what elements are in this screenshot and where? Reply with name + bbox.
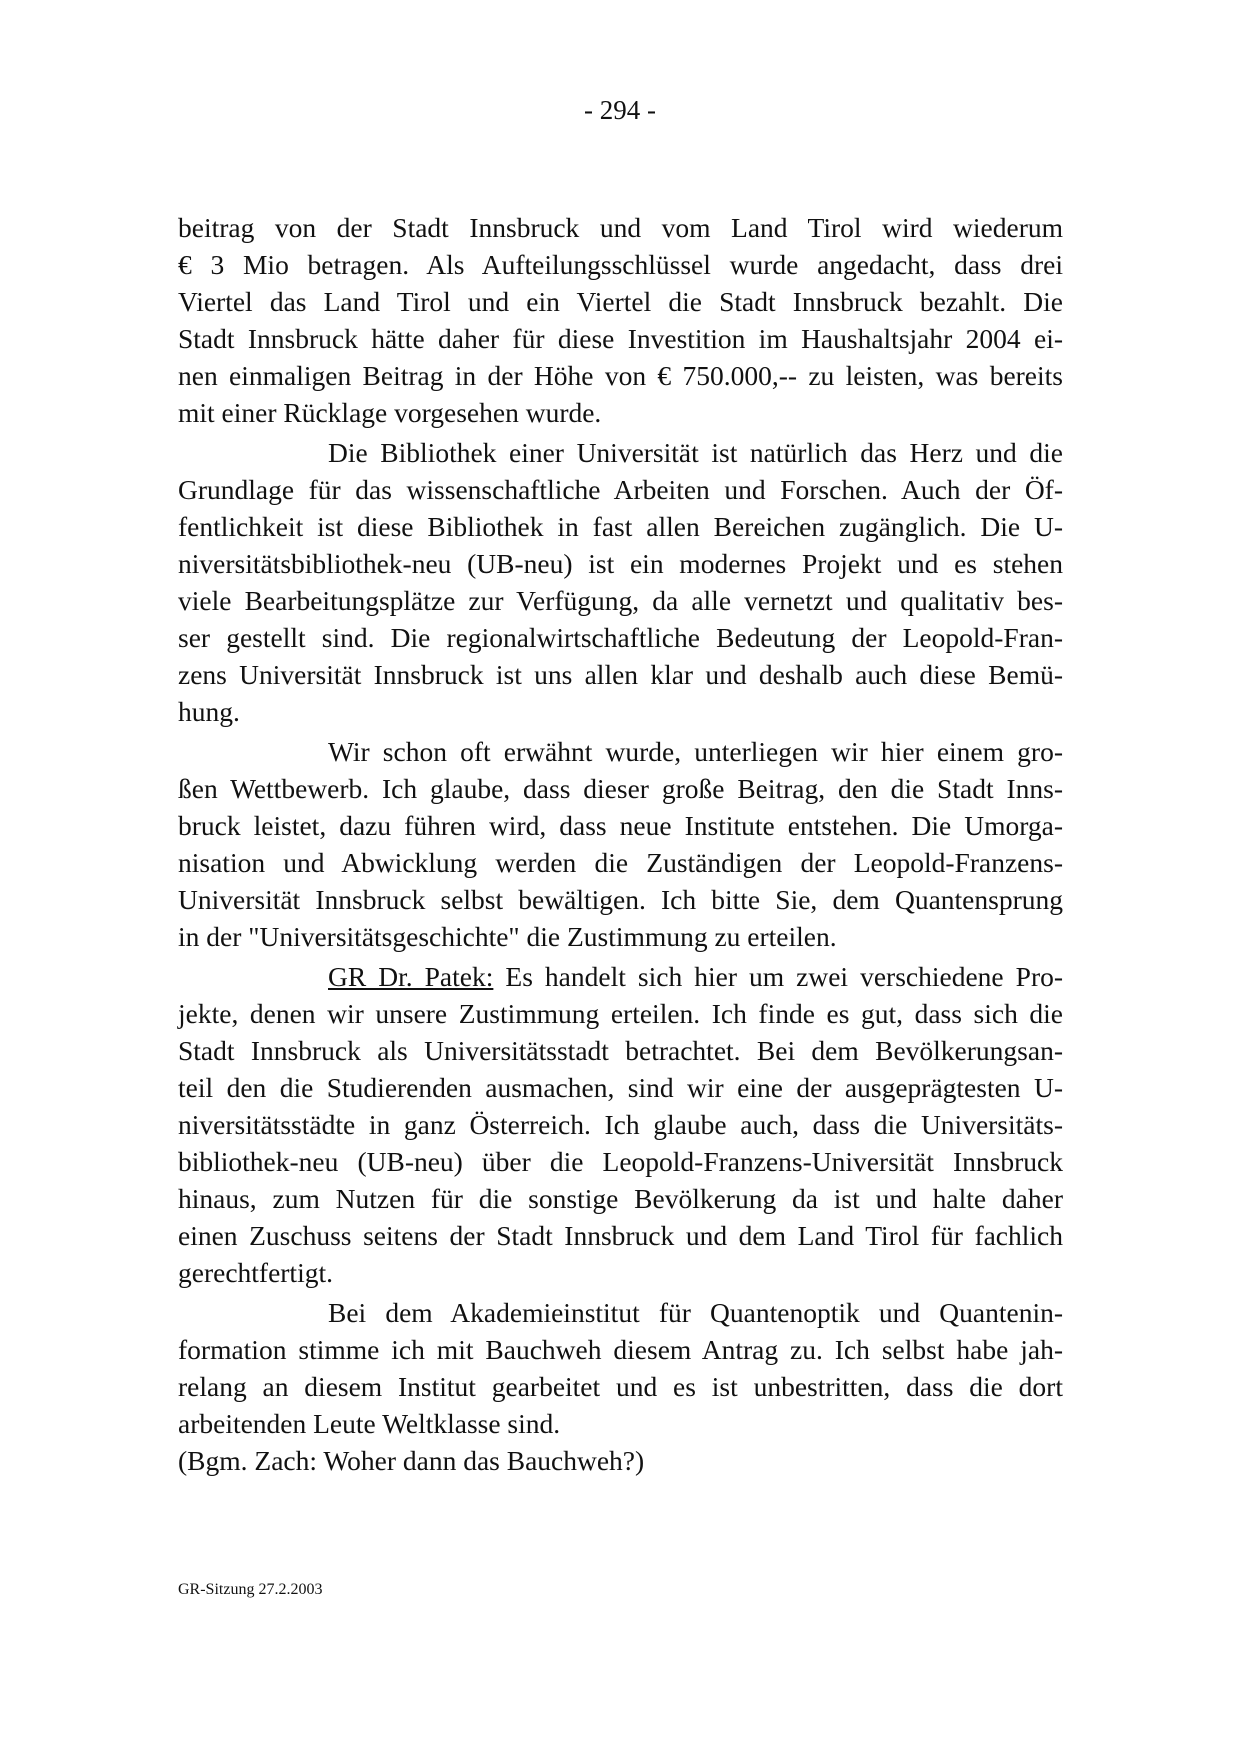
text-line: einen Zuschuss seitens der Stadt Innsbruck und dem Land Tirol für fachlich <box>178 1220 1063 1251</box>
text-line: Stadt Innsbruck hätte daher für diese Investition im Haushaltsjahr 2004 ei- <box>178 323 1063 354</box>
text-line: ser gestellt sind. Die regionalwirtschaftliche Bedeutung der Leopold-Fran- <box>178 622 1063 653</box>
text-line: viele Bearbeitungsplätze zur Verfügung, da alle vernetzt und qualitativ bes- <box>178 585 1063 616</box>
text-line: Universität Innsbruck selbst bewältigen. Ich bitte Sie, dem Quantensprung <box>178 884 1063 915</box>
text-line: in der "Universitätsgeschichte" die Zustimmung zu erteilen. <box>178 921 837 952</box>
text-line: relang an diesem Institut gearbeitet und es ist unbestritten, dass die dort <box>178 1371 1063 1402</box>
text-line: Grundlage für das wissenschaftliche Arbeiten und Forschen. Auch der Öf- <box>178 474 1063 505</box>
text-line: teil den die Studierenden ausmachen, sind wir eine der ausgeprägtesten U- <box>178 1072 1063 1103</box>
text-line: hung. <box>178 696 240 727</box>
text-line: mit einer Rücklage vorgesehen wurde. <box>178 397 602 428</box>
text-line: € 3 Mio betragen. Als Aufteilungsschlüssel wurde angedacht, dass drei <box>178 249 1063 280</box>
text-line: gerechtfertigt. <box>178 1257 333 1288</box>
text-line: formation stimme ich mit Bauchweh diesem Antrag zu. Ich selbst habe jah- <box>178 1334 1063 1365</box>
text-line: Wir schon oft erwähnt wurde, unterliegen wir hier einem gro- <box>328 736 1063 767</box>
text-line: fentlichkeit ist diese Bibliothek in fast allen Bereichen zugänglich. Die U- <box>178 511 1063 542</box>
text-line: niversitätsbibliothek-neu (UB-neu) ist ein modernes Projekt und es stehen <box>178 548 1063 579</box>
text-line: nen einmaligen Beitrag in der Höhe von € 750.000,-- zu leisten, was bereits <box>178 360 1063 391</box>
text-line: zens Universität Innsbruck ist uns allen klar und deshalb auch diese Bemü- <box>178 659 1063 690</box>
footer: GR-Sitzung 27.2.2003 <box>178 1581 323 1598</box>
text-line: Viertel das Land Tirol und ein Viertel die Stadt Innsbruck bezahlt. Die <box>178 286 1063 317</box>
page-number: - 294 - <box>584 95 656 125</box>
text-line: bruck leistet, dazu führen wird, dass neue Institute entstehen. Die Umorga- <box>178 810 1063 841</box>
speaker-name: GR Dr. Patek: <box>328 961 494 992</box>
text-line: nisation und Abwicklung werden die Zuständigen der Leopold-Franzens- <box>178 847 1063 878</box>
text-line: Bei dem Akademieinstitut für Quantenoptik und Quantenin- <box>328 1297 1063 1328</box>
interjection: (Bgm. Zach: Woher dann das Bauchweh?) <box>178 1445 645 1476</box>
text-line: Es handelt sich hier um zwei verschiedene Pro- <box>505 961 1064 992</box>
text-line: hinaus, zum Nutzen für die sonstige Bevölkerung da ist und halte daher <box>178 1183 1063 1214</box>
text-line: Die Bibliothek einer Universität ist natürlich das Herz und die <box>328 437 1063 468</box>
text-line: ßen Wettbewerb. Ich glaube, dass dieser große Beitrag, den die Stadt Inns- <box>178 773 1063 804</box>
text-line: jekte, denen wir unsere Zustimmung erteilen. Ich finde es gut, dass sich die <box>178 998 1063 1029</box>
text-line: niversitätsstädte in ganz Österreich. Ich glaube auch, dass die Universitäts- <box>178 1109 1063 1140</box>
text-line: beitrag von der Stadt Innsbruck und vom Land Tirol wird wiederum <box>178 212 1063 243</box>
speaker-line <box>328 959 1063 995</box>
text-line: arbeitenden Leute Weltklasse sind. <box>178 1408 561 1439</box>
text-line: bibliothek-neu (UB-neu) über die Leopold-Franzens-Universität Innsbruck <box>178 1146 1063 1177</box>
text-line: Stadt Innsbruck als Universitätsstadt betrachtet. Bei dem Bevölkerungsan- <box>178 1035 1063 1066</box>
